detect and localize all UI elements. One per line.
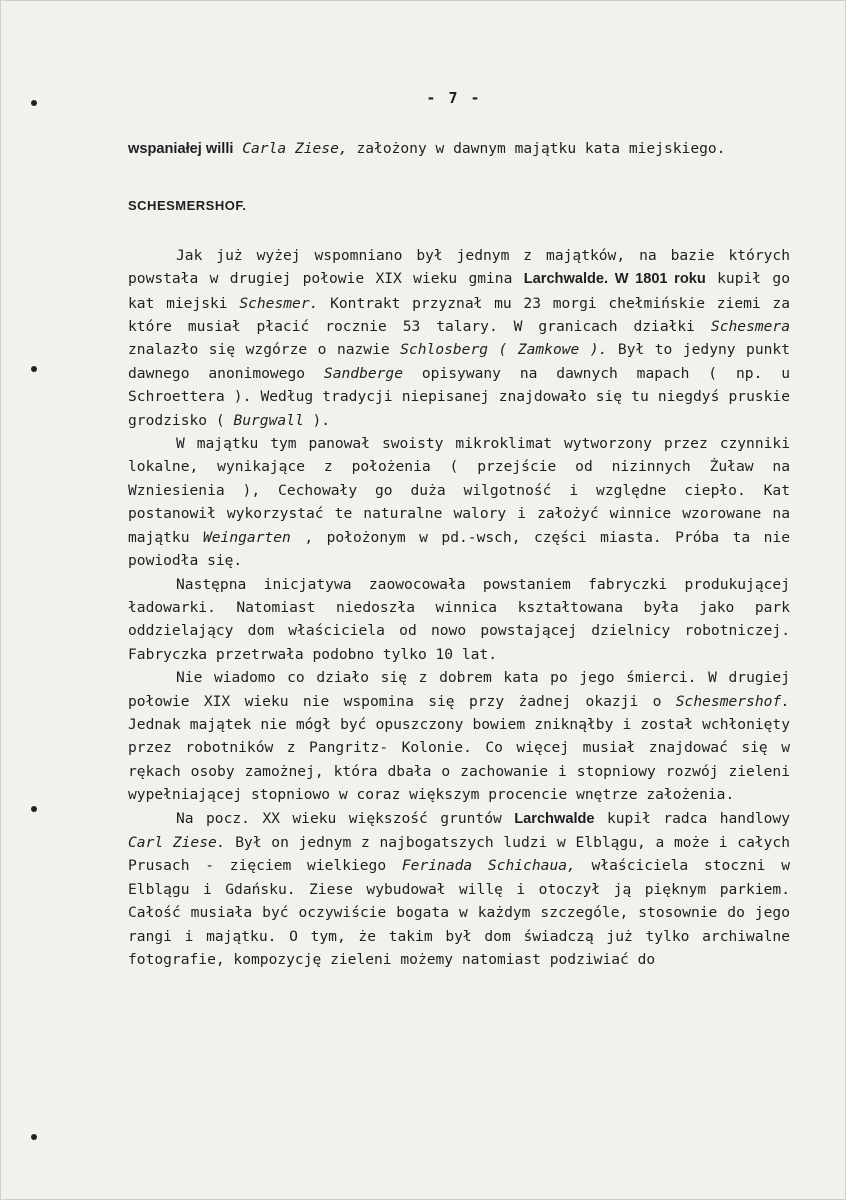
document-body: [128, 137, 790, 971]
punch-hole-mark: [31, 1134, 37, 1140]
paragraph: wspaniałej willi Carla Ziese, założony w dawnym majątku kata miejskiego.: [128, 140, 726, 157]
paragraph: Nie wiadomo co działo się z dobrem kata po jego śmierci. W drugiej połowie XIX wieku nie wspomina się przy żadnej okazji o Schesmershof. Jednak majątek nie mógł być opuszczony bowiem zniknąłby i został wchłonięty przez robotników z Pangritz- Kolonie. Co więcej musiał znajdować się w rękach osoby zamożnej, która dbała o zachowanie i stopniowy rozwój zieleni wypełniającej stopniowo w coraz większym procencie wnętrze założenia.: [128, 669, 790, 804]
paragraph: Na pocz. XX wieku większość gruntów Larchwalde kupił radca handlowy Carl Ziese. Był on jednym z najbogatszych ludzi w Elblągu, a może i całych Prusach - zięciem wielkiego Ferinada Schichaua, właściciela stoczni w Elblągu i Gdańsku. Ziese wybudował willę i otoczył ją pięknym parkiem. Całość musiała być oczywiście bogata w każdym szczególe, stosownie do jego rangi i majątku. O tym, że takim był dom świadczą już tylko archiwalne fotografie, kompozycję zieleni możemy natomiast podziwiać do: [128, 809, 790, 968]
paragraph: Jak już wyżej wspomniano był jednym z majątków, na bazie których powstała w drugiej połowie XIX wieku gmina Larchwalde. W 1801 roku kupił go kat miejski Schesmer. Kontrakt przyznał mu 23 morgi chełmińskie ziemi za które musiał płacić rocznie 53 talary. W granicach działki Schesmera znalazło się wzgórze o nazwie Schlosberg ( Zamkowe ). Był to jedyny punkt dawnego anonimowego Sandberge opisywany na dawnych mapach ( np. u Schroettera ). Według tradycji niepisanej znajdowało się tu niegdyś pruskie grodzisko ( Burgwall ).: [128, 246, 790, 429]
punch-hole-mark: [31, 806, 37, 812]
punch-hole-mark: [31, 366, 37, 372]
paragraph: Następna inicjatywa zaowocowała powstaniem fabryczki produkującej ładowarki. Natomiast niedoszła winnica kształtowana była jako park oddzielający dom właściciela od nowo powstającej dzielnicy robotniczej. Fabryczka przetrwała podobno tylko 10 lat.: [128, 575, 790, 663]
page-number: - 7 -: [426, 89, 482, 107]
section-heading: SCHESMERSHOF.: [128, 198, 247, 214]
paragraph: W majątku tym panował swoisty mikroklimat wytworzony przez czynniki lokalne, wynikające z położenia ( przejście od nizinnych Żuław na Wzniesienia ), Cechowały go duża wilgotność i względne ciepło. Kat postanowił wykorzystać te naturalne walory i założyć winnice wzorowane na majątku Weingarten , położonym w pd.-wsch, części miasta. Próba ta nie powiodła się.: [128, 435, 790, 570]
